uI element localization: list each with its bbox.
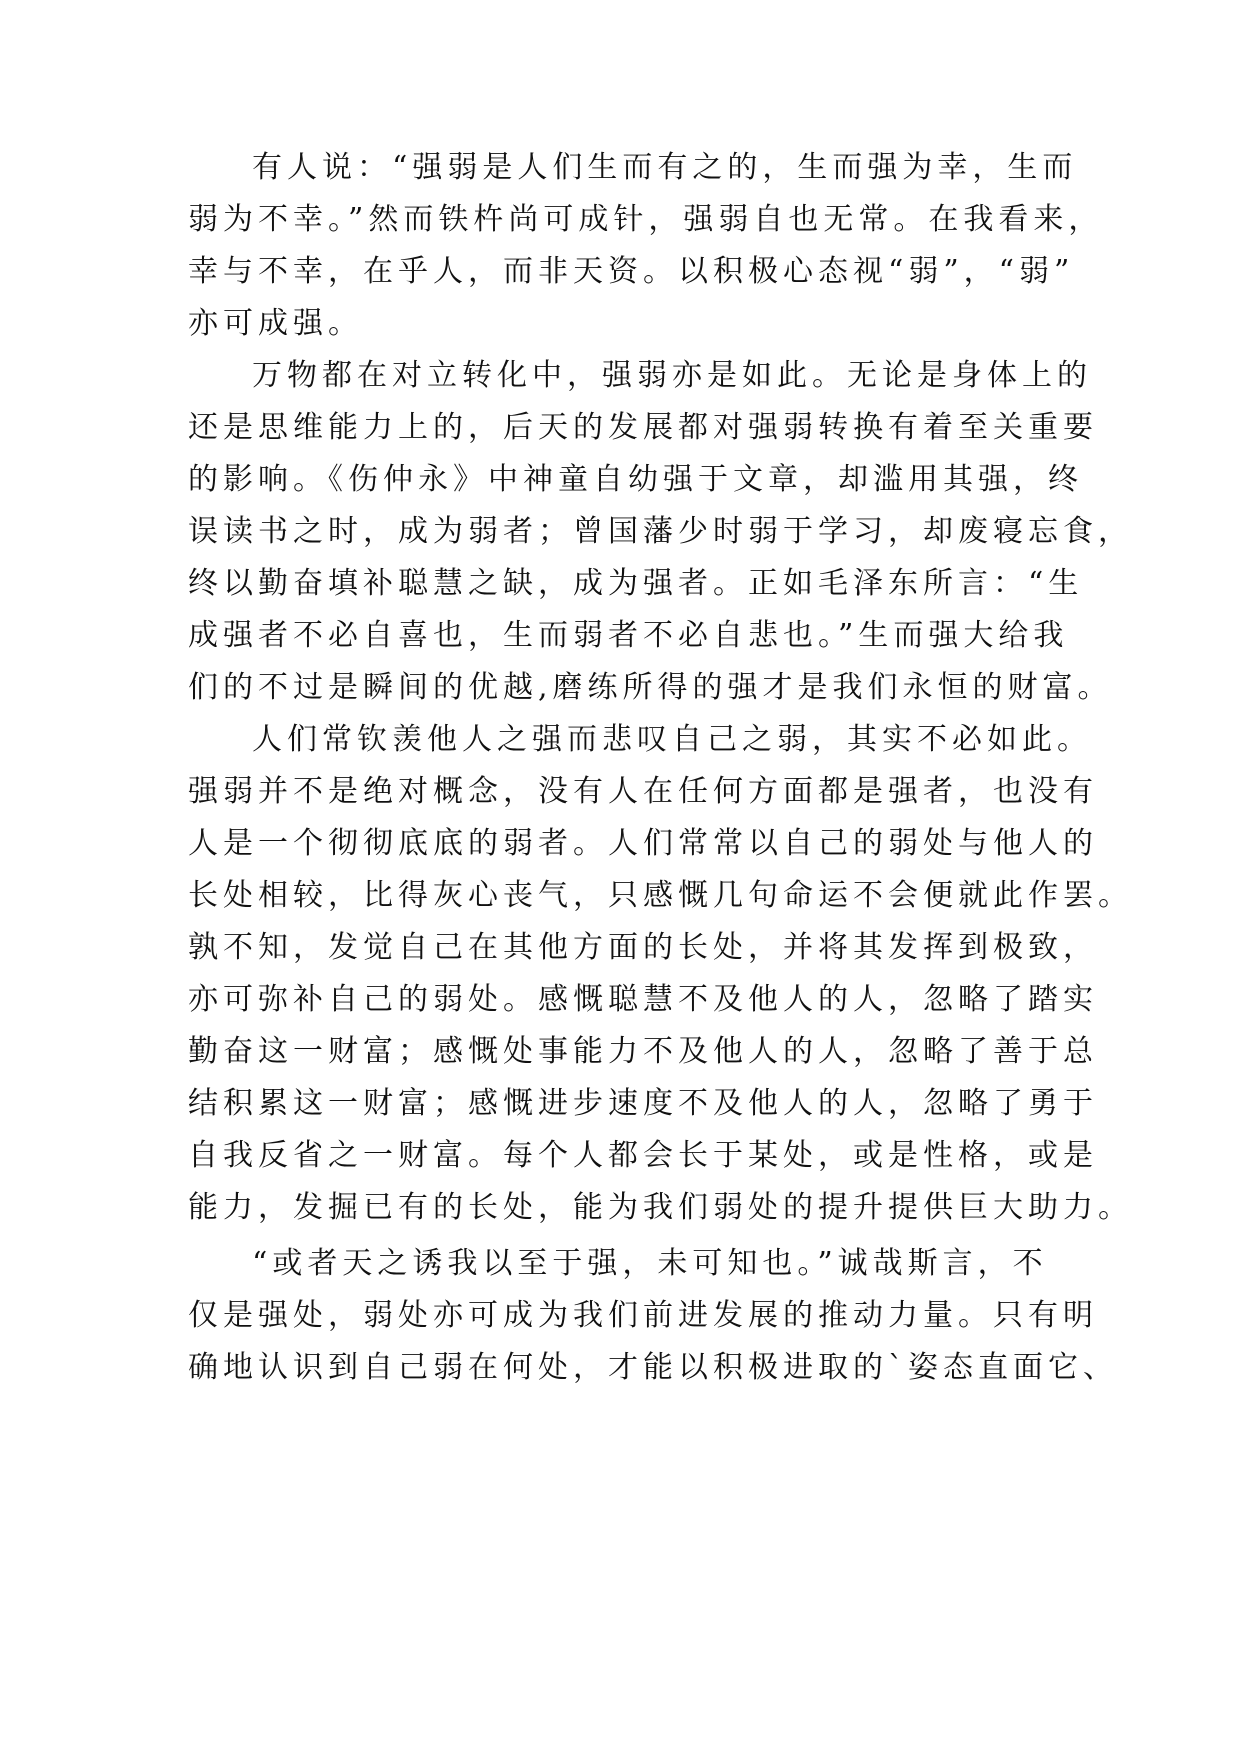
paragraph-3-line-6: 亦可弥补自己的弱处。感慨聪慧不及他人的人，忽略了踏实 [188, 982, 1098, 1017]
paragraph-2-line-4: 误读书之时，成为弱者；曾国藩少时弱于学习，却废寝忘食， [188, 514, 1133, 549]
paragraph-1-line-4: 亦可成强。 [188, 306, 363, 341]
paragraph-2-line-2: 还是思维能力上的，后天的发展都对强弱转换有着至关重要 [188, 410, 1098, 445]
paragraph-1-line-2: 弱为不幸。”然而铁杵尚可成针，强弱自也无常。在我看来， [188, 202, 1104, 237]
paragraph-3-line-8: 结积累这一财富；感慨进步速度不及他人的人，忽略了勇于 [188, 1086, 1098, 1121]
paragraph-3-line-3: 人是一个彻彻底底的弱者。人们常常以自己的弱处与他人的 [188, 826, 1098, 861]
paragraph-4-line-1: “或者天之诱我以至于强，未可知也。”诚哉斯言，不 [252, 1246, 1048, 1281]
paragraph-3-line-2: 强弱并不是绝对概念，没有人在任何方面都是强者，也没有 [188, 774, 1098, 809]
paragraph-2-line-1: 万物都在对立转化中，强弱亦是如此。无论是身体上的 [252, 358, 1092, 393]
paragraph-2-line-3: 的影响。《伤仲永》中神童自幼强于文章，却滥用其强，终 [188, 462, 1083, 497]
paragraph-3-line-4: 长处相较，比得灰心丧气，只感慨几句命运不会便就此作罢。 [188, 878, 1133, 913]
paragraph-4-line-2: 仅是强处，弱处亦可成为我们前进发展的推动力量。只有明 [188, 1298, 1098, 1333]
paragraph-2-line-5: 终以勤奋填补聪慧之缺，成为强者。正如毛泽东所言：“生 [188, 566, 1084, 601]
paragraph-2-line-7: 们的不过是瞬间的优越,磨练所得的强才是我们永恒的财富。 [188, 670, 1113, 705]
paragraph-1-line-1: 有人说：“强弱是人们生而有之的，生而强为幸，生而 [252, 150, 1078, 185]
paragraph-2-line-6: 成强者不必自喜也，生而弱者不必自悲也。”生而强大给我 [188, 618, 1069, 653]
paragraph-3-line-7: 勤奋这一财富；感慨处事能力不及他人的人，忽略了善于总 [188, 1034, 1098, 1069]
paragraph-3-line-10: 能力，发掘已有的长处，能为我们弱处的提升提供巨大助力。 [188, 1190, 1133, 1225]
paragraph-3-line-9: 自我反省之一财富。每个人都会长于某处，或是性格，或是 [188, 1138, 1098, 1173]
paragraph-3-line-1: 人们常钦羡他人之强而悲叹自己之弱，其实不必如此。 [252, 722, 1092, 757]
paragraph-1-line-3: 幸与不幸，在乎人，而非天资。以积极心态视“弱”，“弱” [188, 254, 1075, 289]
paragraph-3-line-5: 孰不知，发觉自己在其他方面的长处，并将其发挥到极致， [188, 930, 1098, 965]
paragraph-4-line-3: 确地认识到自己弱在何处，才能以积极进取的`姿态直面它、 [188, 1350, 1118, 1385]
